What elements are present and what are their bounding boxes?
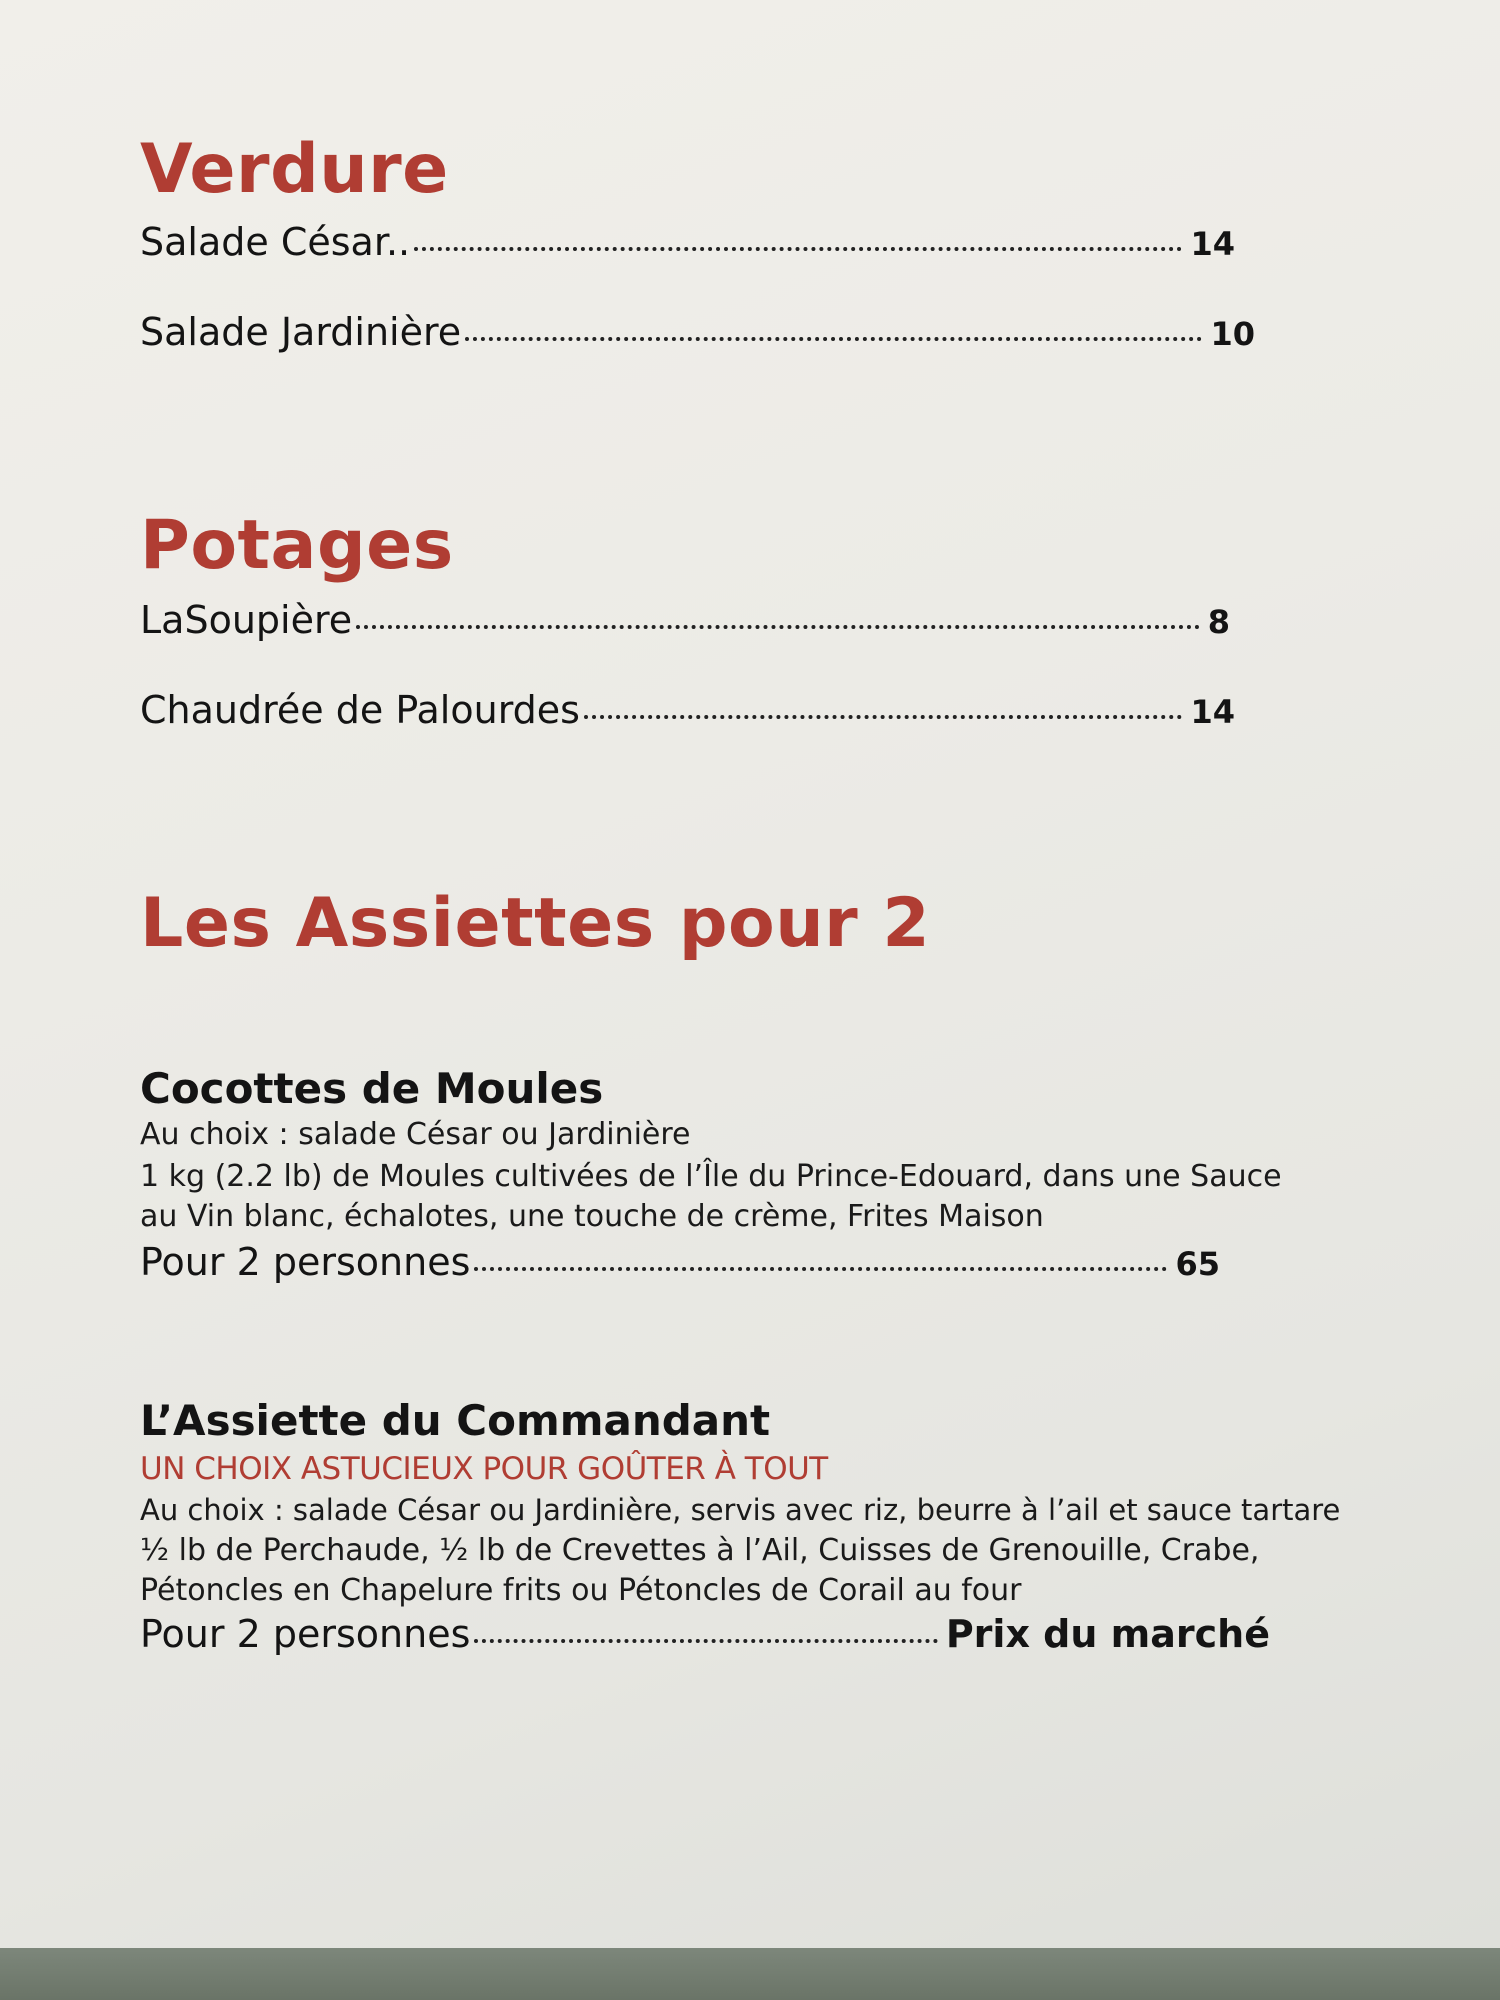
item-name: Salade César.. — [140, 220, 411, 264]
serving-label: Pour 2 personnes — [140, 1612, 471, 1656]
dish-title-assiette-du-commandant: L’Assiette du Commandant — [140, 1396, 771, 1445]
dish-description-line: au Vin blanc, échalotes, une touche de crème, Frites Maison — [140, 1199, 1044, 1234]
menu-item-salade-cesar — [140, 222, 1235, 264]
dish-description-line: 1 kg (2.2 lb) de Moules cultivées de l’Île du Prince-Edouard, dans une Sauce — [140, 1159, 1282, 1194]
dish-serving-row — [140, 1614, 1270, 1656]
menu-item-la-soupiere — [140, 600, 1230, 642]
item-price: 8 — [1207, 603, 1230, 641]
dish-price: 65 — [1175, 1245, 1220, 1283]
item-name: LaSoupière — [140, 598, 353, 642]
item-price: 14 — [1190, 225, 1235, 263]
item-price: 14 — [1190, 693, 1235, 731]
dot-leader — [356, 625, 1200, 629]
section-title-verdure: Verdure — [140, 130, 449, 209]
dot-leader — [584, 715, 1183, 719]
section-title-assiettes: Les Assiettes pour 2 — [140, 884, 931, 963]
item-name: Salade Jardinière — [140, 310, 462, 354]
table-surface — [0, 1948, 1500, 2000]
dish-description-line: ½ lb de Perchaude, ½ lb de Crevettes à l’Ail, Cuisses de Grenouille, Crabe, — [140, 1533, 1260, 1568]
item-price: 10 — [1210, 315, 1255, 353]
section-title-potages: Potages — [140, 506, 454, 585]
dish-description-line: Pétoncles en Chapelure frits ou Pétoncles de Corail au four — [140, 1573, 1022, 1608]
item-name: Chaudrée de Palourdes — [140, 688, 580, 732]
dish-serving-row — [140, 1242, 1220, 1284]
dish-title-cocottes-de-moules: Cocottes de Moules — [140, 1064, 604, 1113]
dish-tagline: UN CHOIX ASTUCIEUX POUR GOÛTER À TOUT — [140, 1451, 828, 1487]
dot-leader — [474, 1267, 1167, 1271]
dot-leader — [414, 247, 1182, 251]
menu-item-salade-jardiniere — [140, 312, 1255, 354]
menu-item-chaudree-de-palourdes — [140, 690, 1235, 732]
dot-leader — [465, 337, 1202, 341]
dot-leader — [474, 1639, 937, 1643]
dish-description-line: Au choix : salade César ou Jardinière — [140, 1117, 691, 1152]
serving-label: Pour 2 personnes — [140, 1240, 471, 1284]
dish-description-line: Au choix : salade César ou Jardinière, servis avec riz, beurre à l’ail et sauce tartare — [140, 1493, 1341, 1527]
dish-price: Prix du marché — [945, 1612, 1270, 1656]
